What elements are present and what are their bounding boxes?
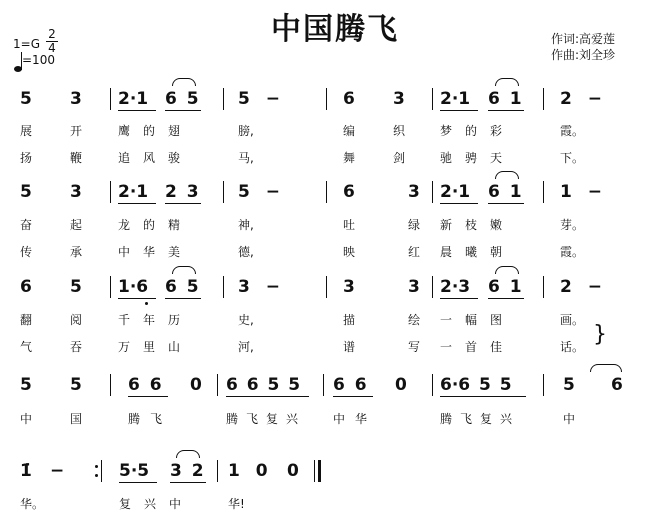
- lyric: 吞: [70, 340, 83, 354]
- note: 5: [20, 182, 32, 202]
- note: 1 0: [228, 461, 268, 481]
- note: 6 6 5 5: [226, 375, 301, 395]
- barline: [326, 181, 327, 203]
- note: 5·5: [119, 461, 150, 481]
- lyric: 马,: [238, 151, 254, 165]
- lyric: 描: [343, 313, 356, 327]
- note: 3: [393, 89, 405, 109]
- note: 6·6 5 5: [440, 375, 512, 395]
- brace: }: [593, 322, 607, 347]
- lyric: 剑: [393, 151, 406, 165]
- barline: [323, 374, 324, 396]
- note: 3: [408, 182, 420, 202]
- lyric: 霞。: [560, 124, 585, 138]
- slur: [495, 171, 519, 179]
- lyric: 气: [20, 340, 33, 354]
- underline: [488, 298, 524, 299]
- lyric: 话。: [560, 340, 585, 354]
- underline: [488, 110, 524, 111]
- repeat-barline: [101, 460, 102, 482]
- underline: [165, 203, 201, 204]
- lyric: 展: [20, 124, 33, 138]
- lyric: 织: [393, 124, 406, 138]
- underline: [333, 396, 373, 397]
- underline: [440, 298, 478, 299]
- lyric: 鞭: [70, 151, 83, 165]
- time-signature-bottom: 4: [46, 41, 58, 55]
- note: 2·3: [440, 277, 471, 297]
- lyric: 鹰的翅: [118, 124, 194, 138]
- lyric: 龙的精: [118, 218, 194, 232]
- composer-credit: 作曲:刘全珍: [551, 48, 616, 62]
- underline: [170, 482, 206, 483]
- lyric: 腾飞: [128, 412, 173, 426]
- underline: [440, 203, 478, 204]
- note: 5 −: [238, 182, 280, 202]
- lyric: 舞: [343, 151, 356, 165]
- note: 3 2: [170, 461, 204, 481]
- underline: [440, 110, 478, 111]
- note: 2 3: [165, 182, 199, 202]
- note: 1·6: [118, 277, 149, 297]
- note: 6: [343, 182, 355, 202]
- lyric: 传: [20, 245, 33, 259]
- note: 5: [70, 375, 82, 395]
- note: 6: [611, 375, 623, 395]
- song-title: 中国腾飞: [271, 12, 399, 47]
- note: 5: [70, 277, 82, 297]
- repeat-dot: [95, 474, 98, 477]
- key-signature: 1=G: [13, 37, 40, 51]
- lyric: 一幅图: [440, 313, 516, 327]
- underline: [118, 203, 156, 204]
- barline: [110, 374, 111, 396]
- slur: [172, 266, 196, 274]
- lyric: 奋: [20, 218, 33, 232]
- final-barline-thick: [318, 460, 321, 482]
- lyric: 下。: [560, 151, 585, 165]
- lyric: 万里山: [118, 340, 194, 354]
- note: 3 −: [238, 277, 280, 297]
- lyric: 河,: [238, 340, 254, 354]
- barline: [543, 374, 544, 396]
- underline: [119, 482, 157, 483]
- lyric: 谱: [343, 340, 356, 354]
- lyric: 吐: [343, 218, 356, 232]
- underline: [165, 298, 201, 299]
- lyric: 映: [343, 245, 356, 259]
- lyric: 神,: [238, 218, 254, 232]
- underline: [440, 396, 526, 397]
- time-signature-top: 2: [48, 27, 56, 41]
- lyric: 追风骏: [118, 151, 194, 165]
- barline: [326, 88, 327, 110]
- note: 5: [563, 375, 575, 395]
- note: 1 −: [560, 182, 602, 202]
- tie: [590, 364, 622, 372]
- note: 1̇: [20, 461, 32, 481]
- lyric: 膀,: [238, 124, 254, 138]
- lyric: 华!: [228, 497, 245, 511]
- lyric: 中: [563, 412, 576, 426]
- lyricist-credit: 作词:高爱莲: [551, 32, 616, 46]
- lyric: 梦的彩: [440, 124, 516, 138]
- lyric: 驰骋天: [440, 151, 516, 165]
- barline: [217, 460, 218, 482]
- lyric: 霞。: [560, 245, 585, 259]
- time-signature: [46, 28, 58, 55]
- lyric: 写: [408, 340, 421, 354]
- barline: [432, 374, 433, 396]
- underline: [118, 110, 156, 111]
- underline: [128, 396, 168, 397]
- barline: [223, 276, 224, 298]
- note: 6 1: [488, 277, 522, 297]
- slur: [495, 266, 519, 274]
- lyric: 芽。: [560, 218, 585, 232]
- slur: [495, 78, 519, 86]
- lyric: 中华美: [118, 245, 194, 259]
- repeat-dot: [95, 465, 98, 468]
- note: 3: [343, 277, 355, 297]
- lyric: 开: [70, 124, 83, 138]
- note: 6 1: [488, 182, 522, 202]
- note: 6 6: [128, 375, 162, 395]
- note: 6 5: [165, 277, 199, 297]
- barline: [110, 276, 111, 298]
- lyric: 腾飞复兴: [226, 412, 307, 426]
- lyric: 扬: [20, 151, 33, 165]
- note: 2·1: [440, 182, 471, 202]
- lyric: 千年历: [118, 313, 194, 327]
- lyric: 起: [70, 218, 83, 232]
- lyric: 一首佳: [440, 340, 516, 354]
- underline: [165, 110, 201, 111]
- lyric: 晨曦朝: [440, 245, 516, 259]
- lyric: 腾飞复兴: [440, 412, 521, 426]
- lyric: 中: [20, 412, 33, 426]
- lyric: 画。: [560, 313, 585, 327]
- note: −: [50, 461, 65, 481]
- slur: [172, 78, 196, 86]
- lyric: 复兴中: [119, 497, 195, 511]
- note: 2 −: [560, 277, 602, 297]
- note: 0: [395, 375, 407, 395]
- note: 0: [287, 461, 299, 481]
- barline: [543, 88, 544, 110]
- lyric: 中华: [333, 412, 378, 426]
- lyric: 绘: [408, 313, 421, 327]
- note: 6: [20, 277, 32, 297]
- barline: [543, 181, 544, 203]
- lyric: 编: [343, 124, 356, 138]
- note: 3: [70, 89, 82, 109]
- barline: [432, 276, 433, 298]
- note: 2·1: [118, 182, 149, 202]
- lyric: 华。: [20, 497, 45, 511]
- barline: [217, 374, 218, 396]
- note: 5 −: [238, 89, 280, 109]
- underline: [488, 203, 524, 204]
- note: 5: [20, 375, 32, 395]
- barline: [432, 88, 433, 110]
- lyric: 红: [408, 245, 421, 259]
- note: 6 5: [165, 89, 199, 109]
- final-barline: [314, 460, 315, 482]
- note: 2·1: [440, 89, 471, 109]
- barline: [543, 276, 544, 298]
- barline: [110, 88, 111, 110]
- note: 6 6: [333, 375, 367, 395]
- lyric: 阅: [70, 313, 83, 327]
- barline: [432, 181, 433, 203]
- note: 6: [343, 89, 355, 109]
- lyric: 史,: [238, 313, 254, 327]
- credits: [551, 31, 615, 63]
- tempo-marking: [14, 53, 55, 67]
- barline: [223, 88, 224, 110]
- lyric: 绿: [408, 218, 421, 232]
- octave-dot: [145, 302, 148, 305]
- quarter-note-icon: [14, 66, 22, 72]
- barline: [110, 181, 111, 203]
- underline: [226, 396, 309, 397]
- lyric: 新枝嫩: [440, 218, 516, 232]
- note: 3: [70, 182, 82, 202]
- barline: [223, 181, 224, 203]
- note: 5: [20, 89, 32, 109]
- note: 0: [190, 375, 202, 395]
- barline: [326, 276, 327, 298]
- lyric: 国: [70, 412, 83, 426]
- slur: [176, 450, 200, 458]
- underline: [118, 298, 156, 299]
- note: 2·1: [118, 89, 149, 109]
- tempo-value: =100: [22, 53, 55, 67]
- lyric: 承: [70, 245, 83, 259]
- lyric: 德,: [238, 245, 254, 259]
- note: 2 −: [560, 89, 602, 109]
- note: 6 1: [488, 89, 522, 109]
- note: 3: [408, 277, 420, 297]
- lyric: 翻: [20, 313, 33, 327]
